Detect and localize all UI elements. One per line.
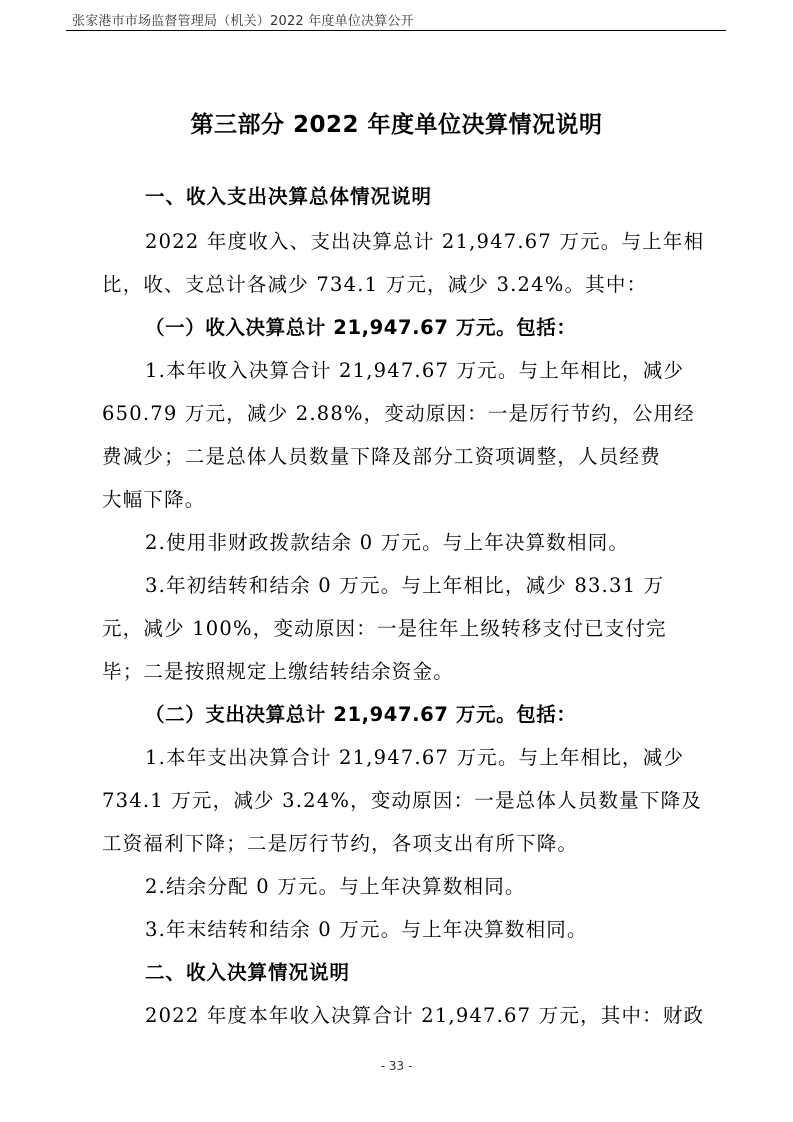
paragraph-line: 2.使用非财政拨款结余 0 万元。与上年决算数相同。 xyxy=(145,531,630,554)
subsection-heading-expenditure: （二）支出决算总计 21,947.67 万元。包括： xyxy=(145,703,577,726)
paragraph-line: 工资福利下降；二是厉行节约，各项支出有所下降。 xyxy=(102,832,579,855)
paragraph-line: 比，收、支总计各减少 734.1 万元，减少 3.24%。其中： xyxy=(102,273,648,296)
section-heading-2: 二、收入决算情况说明 xyxy=(145,961,351,984)
paragraph-line: 2.结余分配 0 万元。与上年决算数相同。 xyxy=(145,875,526,898)
paragraph-line: 毕；二是按照规定上缴结转结余资金。 xyxy=(102,660,454,683)
section-heading-1: 一、收入支出决算总体情况说明 xyxy=(145,185,433,208)
page-number: - 33 - xyxy=(380,1059,413,1073)
paragraph-line: 3.年初结转和结余 0 万元。与上年相比，减少 83.31 万 xyxy=(145,574,665,597)
running-header: 张家港市市场监督管理局（机关）2022 年度单位决算公开 xyxy=(72,14,414,29)
page-title: 第三部分 2022 年度单位决算情况说明 xyxy=(190,112,603,138)
paragraph-line: 1.本年收入决算合计 21,947.67 万元。与上年相比，减少 xyxy=(145,359,685,382)
paragraph-line: 3.年末结转和结余 0 万元。与上年决算数相同。 xyxy=(145,918,588,941)
paragraph-line: 2022 年度收入、支出决算总计 21,947.67 万元。与上年相 xyxy=(145,230,705,253)
paragraph-line: 元，减少 100%，变动原因：一是往年上级转移支付已支付完 xyxy=(102,617,667,640)
subsection-heading-income: （一）收入决算总计 21,947.67 万元。包括： xyxy=(145,316,577,339)
header-divider xyxy=(66,30,726,31)
paragraph-line: 大幅下降。 xyxy=(102,488,206,511)
paragraph-line: 费减少；二是总体人员数量下降及部分工资项调整，人员经费 xyxy=(102,445,661,468)
paragraph-line: 2022 年度本年收入决算合计 21,947.67 万元，其中：财政 xyxy=(145,1004,705,1027)
paragraph-line: 734.1 万元，减少 3.24%，变动原因：一是总体人员数量下降及 xyxy=(102,789,702,812)
paragraph-line: 1.本年支出决算合计 21,947.67 万元。与上年相比，减少 xyxy=(145,746,685,769)
paragraph-line: 650.79 万元，减少 2.88%，变动原因：一是厉行节约，公用经 xyxy=(102,402,695,425)
